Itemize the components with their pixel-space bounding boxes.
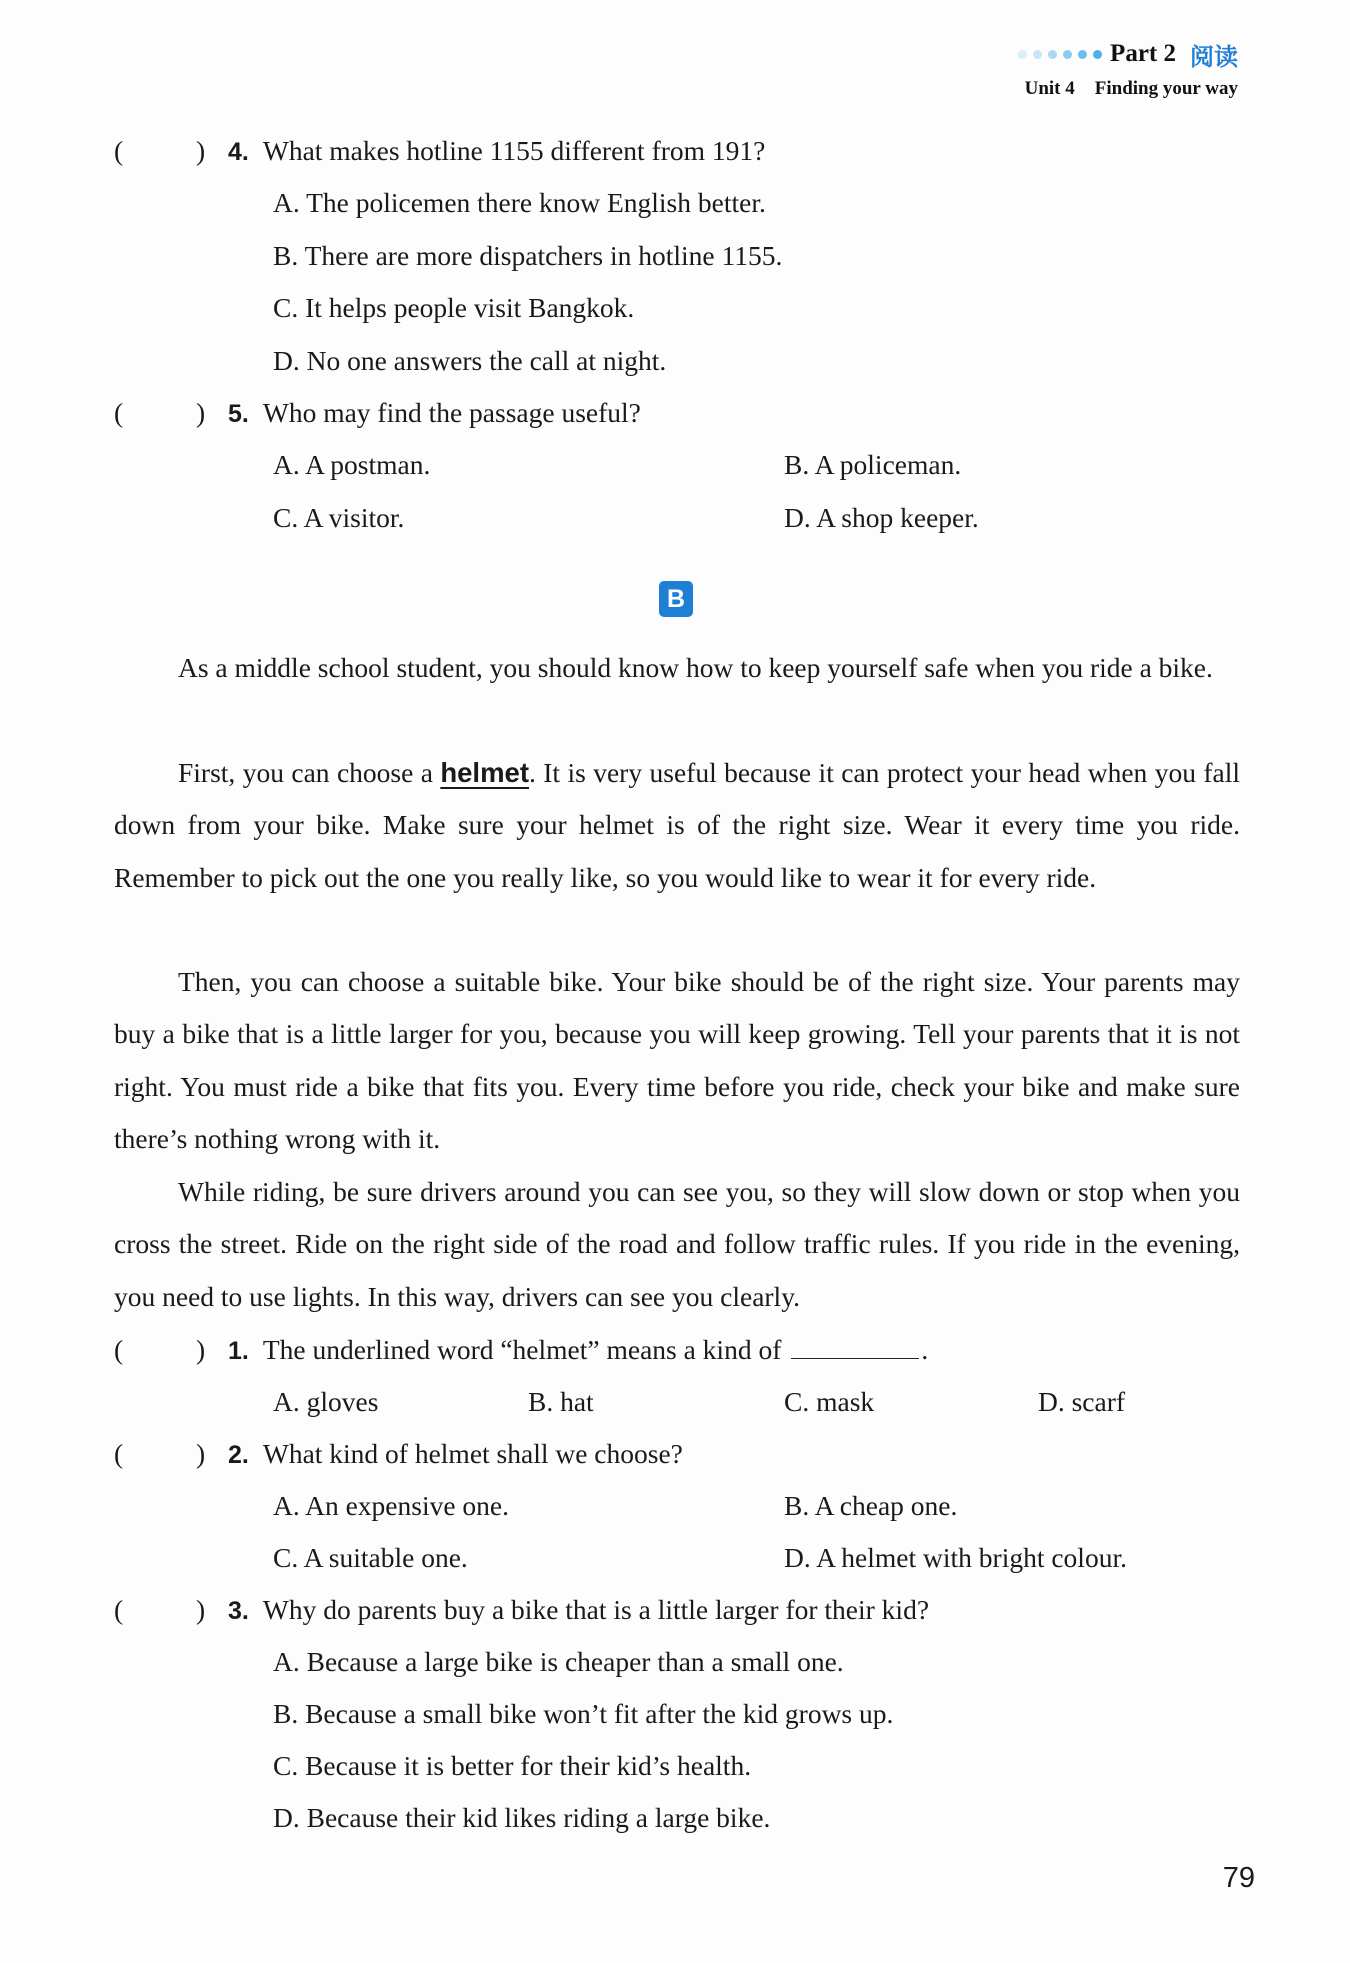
option-a4-c: C. It helps people visit Bangkok. [273,292,635,323]
unit-label: Unit 4 [1024,78,1075,99]
unit-title: Finding your way [1094,78,1238,99]
option-b1-b: B. hat [528,1386,594,1417]
answer-paren-left: ( [114,1594,124,1625]
option-a4-a: A. The policemen there know English better. [273,187,766,218]
question-text: What kind of helmet shall we choose? [262,1438,683,1469]
question-text: Who may find the passage useful? [262,397,641,428]
option-a5-d: D. A shop keeper. [784,502,979,533]
answer-paren-right: ) [196,1334,206,1365]
option-b1-c: C. mask [784,1386,875,1417]
option-b2-d: D. A helmet with bright colour. [784,1542,1127,1573]
question-a4 [228,134,765,169]
section-b-badge: B [659,581,693,617]
question-number: 3. [228,1597,249,1625]
question-text: What makes hotline 1155 different from 191? [262,135,766,166]
question-b2 [228,1437,683,1472]
question-number: 4. [228,138,249,166]
passage-paragraph-1: As a middle school student, you should know how to keep yourself safe when you ride a bike. [178,652,1213,683]
question-b1: 1. The underlined word “helmet” means a kind of . [228,1334,929,1365]
option-b1-a: A. gloves [273,1386,379,1417]
option-b3-d: D. Because their kid likes riding a large bike. [273,1802,771,1833]
option-b3-a: A. Because a large bike is cheaper than a small one. [273,1646,844,1677]
question-b3 [228,1593,929,1628]
option-b2-a: A. An expensive one. [273,1490,509,1521]
question-number: 1. [228,1337,249,1365]
underlined-word-helmet: helmet [440,757,529,788]
question-number: 2. [228,1441,249,1469]
dot-3 [1048,50,1057,59]
answer-paren-left: ( [114,135,124,166]
option-a5-b: B. A policeman. [784,449,962,480]
option-b1-d: D. scarf [1038,1386,1126,1417]
dot-2 [1033,50,1042,59]
answer-paren-left: ( [114,1438,124,1469]
answer-paren-right: ) [196,1594,206,1625]
answer-paren-left: ( [114,397,124,428]
option-b3-c: C. Because it is better for their kid’s health. [273,1750,752,1781]
decorative-dots [1018,50,1102,59]
passage-paragraph-4: While riding, be sure drivers around you can see you, so they will slow down or stop when you cross the street. Ride on the right side of the road and follow traffic rules. If you ride in the evening, you need to use lights. In this way, drivers can see you clearly. [114,1176,1240,1312]
dot-4 [1063,50,1072,59]
question-a5 [228,396,641,431]
passage-paragraph-2: First, you can choose a helmet. It is very useful because it can protect your head when you fall down from your bike. Make sure your helmet is of the right size. Wear it every time you ride. Remember to pick out the one you really like, so you would like to wear it for every ride. [114,757,1240,893]
passage-paragraph-3: Then, you can choose a suitable bike. Your bike should be of the right size. Your parents may buy a bike that is a little larger for you, because you will keep growing. Tell your parents that it is not right. You must ride a bike that fits you. Every time before you ride, check your bike and make sure there’s nothing wrong with it. [114,966,1240,1154]
dot-6 [1093,50,1102,59]
question-text: Why do parents buy a bike that is a little larger for their kid? [262,1594,930,1625]
part-label: Part 2 [1110,40,1176,67]
page-header [1018,36,1238,100]
answer-paren-right: ) [196,397,206,428]
answer-paren-left: ( [114,1334,124,1365]
option-b2-b: B. A cheap one. [784,1490,958,1521]
dot-5 [1078,50,1087,59]
option-b2-c: C. A suitable one. [273,1542,468,1573]
answer-paren-right: ) [196,135,206,166]
option-a5-c: C. A visitor. [273,502,405,533]
option-a4-d: D. No one answers the call at night. [273,345,667,376]
page-number: 79 [1222,1862,1255,1894]
option-b3-b: B. Because a small bike won’t fit after the kid grows up. [273,1698,894,1729]
answer-blank [791,1338,919,1359]
option-a5-a: A. A postman. [273,449,431,480]
question-text: The underlined word “helmet” means a kind of [262,1334,782,1365]
dot-1 [1018,50,1027,59]
part-chinese-label: 阅读 [1190,42,1238,71]
option-a4-b: B. There are more dispatchers in hotline 1155. [273,240,783,271]
question-number: 5. [228,400,249,428]
answer-paren-right: ) [196,1438,206,1469]
